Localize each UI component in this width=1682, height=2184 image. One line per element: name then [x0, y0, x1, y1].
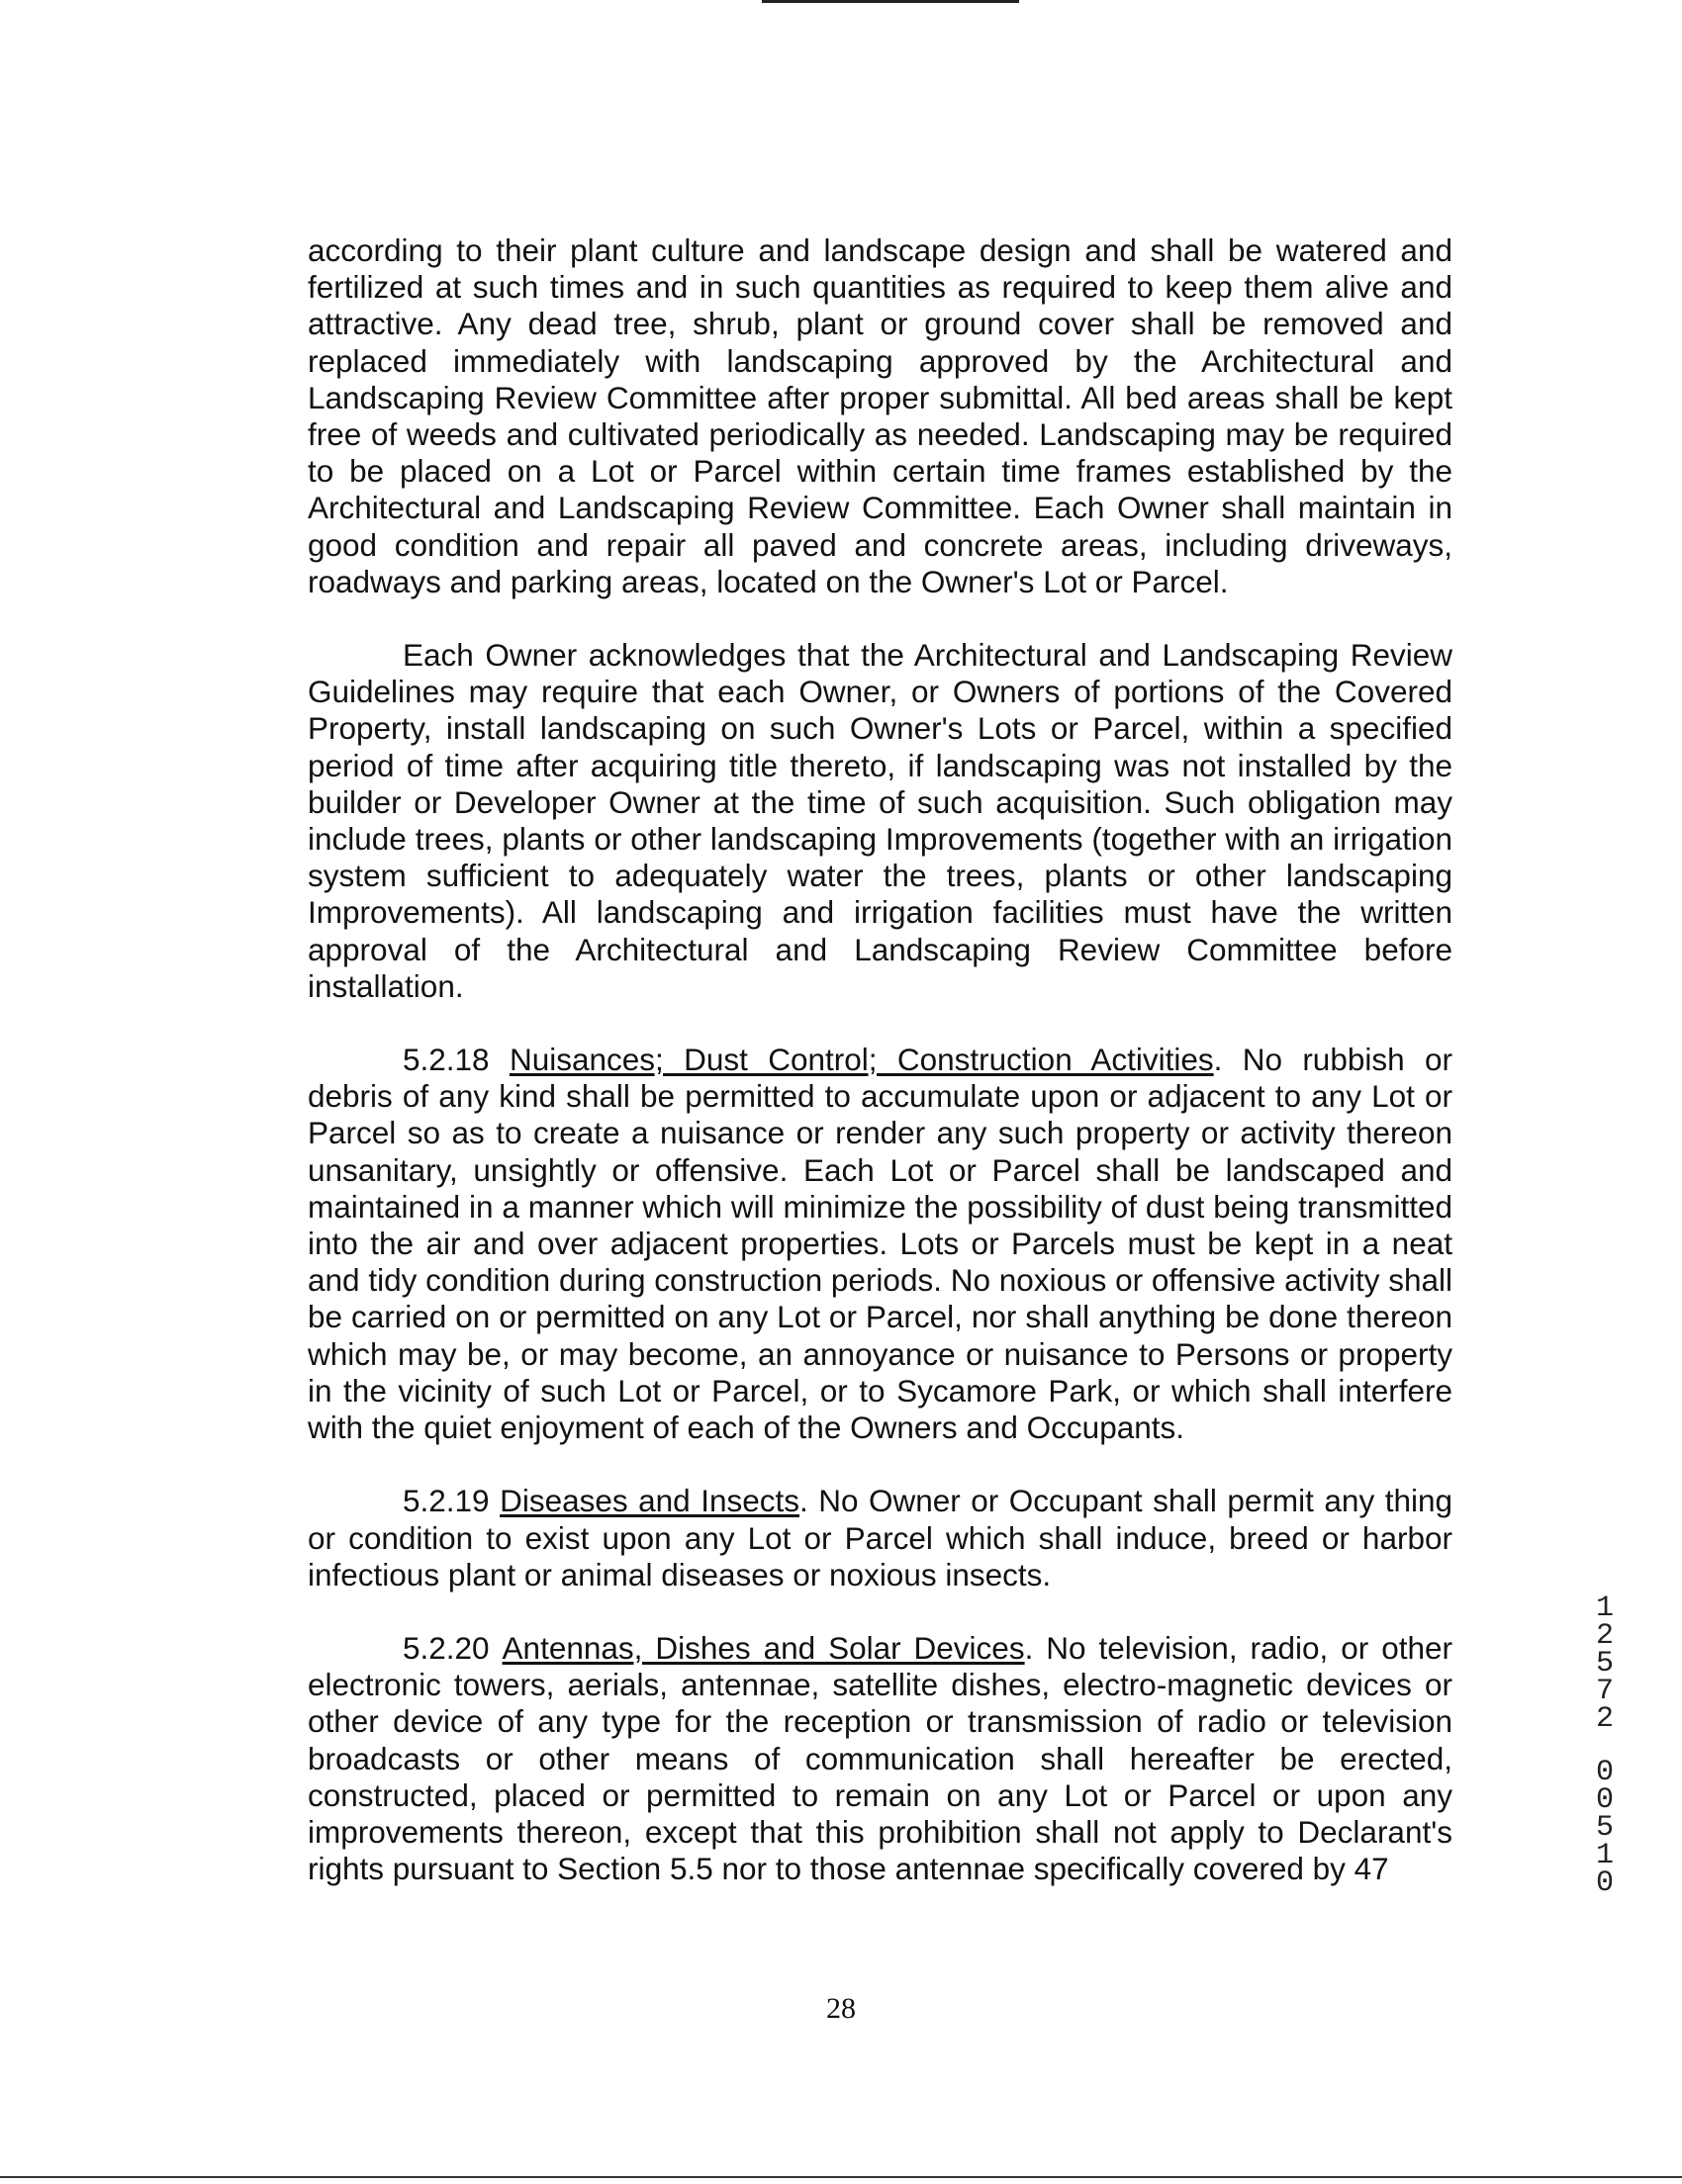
page-number: 28: [826, 1992, 856, 2025]
section-5-2-20: [308, 1630, 1452, 1887]
bottom-rule: [0, 2176, 1682, 2178]
section-title: Diseases and Insects: [500, 1483, 799, 1519]
section-number: 5.2.18: [403, 1042, 490, 1078]
section-text: . No rubbish or debris of any kind shall be permitted to accumulate upon or adjacent to any Lot or Parcel so as to create a nuisance or render any such property or activity thereon unsanitary, unsightly or offensive. Each Lot or Parcel shall be landscaped and maintained in a manner which will minimize the possibility of dust being transmitted into the air and over adjacent properties. Lots or Parcels must be kept in a neat and tidy condition during construction periods. No noxious or offensive activity shall be carried on or permitted on any Lot or Parcel, nor shall anything be done thereon which may be, or may become, an annoyance or nuisance to Persons or property in the vicinity of such Lot or Parcel, or to Sycamore Park, or which shall interfere with the quiet enjoyment of each of the Owners and Occupants.: [308, 1042, 1452, 1446]
stamp-part-2: 00510: [1595, 1756, 1614, 1900]
section-title: Antennas, Dishes and Solar Devices: [502, 1629, 1025, 1666]
paragraph-landscaping-maintenance: according to their plant culture and landscape design and shall be watered and fertilized at such times and in such quantities as required to keep them alive and attractive. Any dead tree, shrub, plant or ground cover shall be removed and replaced immediately with landscaping approved by the Architectural and Landscaping Review Committee after proper submittal. All bed areas shall be kept free of weeds and cultivated periodically as needed. Landscaping may be required to be placed on a Lot or Parcel within certain time frames established by the Architectural and Landscaping Review Committee. Each Owner shall maintain in good condition and repair all paved and concrete areas, including driveways, roadways and parking areas, located on the Owner's Lot or Parcel.: [308, 232, 1452, 599]
stamp-part-1: 12572: [1595, 1592, 1614, 1736]
body-text: [308, 232, 1452, 1924]
section-number: 5.2.19: [403, 1483, 490, 1519]
paragraph-owner-acknowledgment: Each Owner acknowledges that the Architectural and Landscaping Review Guidelines may require that each Owner, or Owners of portions of the Covered Property, install landscaping on such Owner's Lots or Parcel, within a specified period of time after acquiring title thereto, if landscaping was not installed by the builder or Developer Owner at the time of such acquisition. Such obligation may include trees, plants or other landscaping Improvements (together with an irrigation system sufficient to adequately water the trees, plants or other landscaping Improvements). All landscaping and irrigation facilities must have the written approval of the Architectural and Landscaping Review Committee before installation.: [308, 637, 1452, 1004]
section-title: Nuisances; Dust Control; Construction Activities: [509, 1042, 1214, 1078]
section-text: . No television, radio, or other electronic towers, aerials, antennae, satellite dishes, electro-magnetic devices or other device of any type for the reception or transmission of radio or television broadcasts or other means of communication shall hereafter be erected, constructed, placed or permitted to remain on any Lot or Parcel or upon any improvements thereon, except that this prohibition shall not apply to Declarant's rights pursuant to Section 5.5 nor to those antennae specifically covered by 47: [308, 1629, 1452, 1887]
section-5-2-19: [308, 1483, 1452, 1593]
margin-recording-stamp: [1590, 1592, 1620, 1900]
section-5-2-18: [308, 1042, 1452, 1446]
section-text: . No Owner or Occupant shall permit any thing or condition to exist upon any Lot or Parcel which shall induce, breed or harbor infectious plant or animal diseases or noxious insects.: [308, 1483, 1452, 1592]
top-rule: [762, 0, 1019, 3]
section-number: 5.2.20: [403, 1629, 490, 1666]
